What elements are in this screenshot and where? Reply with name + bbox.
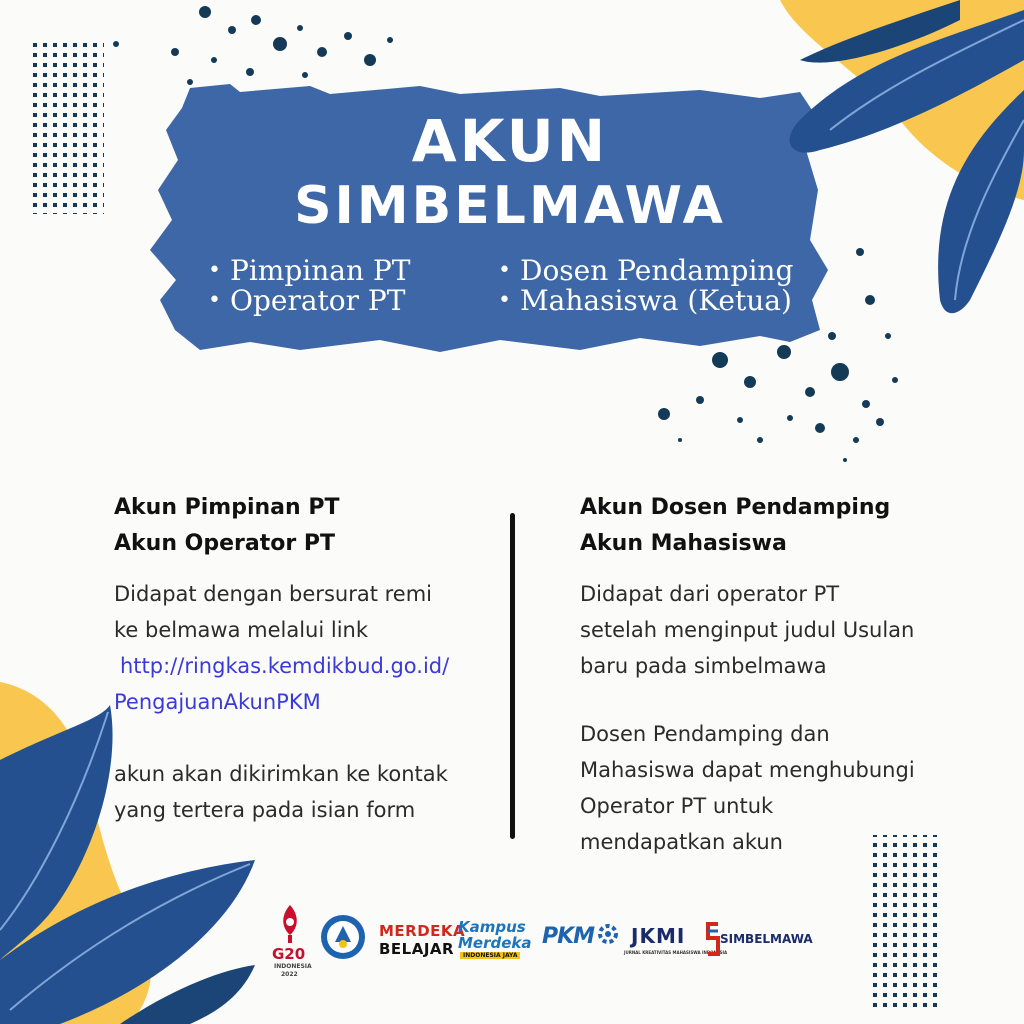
right-para1-line2: setelah menginput judul Usulan — [580, 618, 915, 642]
bullet-list-left — [208, 256, 410, 316]
simbelmawa-s-icon — [706, 922, 720, 956]
right-heading-line1: Akun Dosen Pendamping — [580, 495, 891, 520]
leaf-cluster-bottom-left — [0, 705, 255, 1024]
kampus-merdeka-line1: Kampus — [458, 918, 526, 936]
left-note-line1: akun akan dikirimkan ke kontak — [114, 762, 448, 786]
link-ringkas-line2[interactable]: PengajuanAkunPKM — [114, 690, 321, 714]
title-line-simbelmawa: SIMBELMAWA — [294, 176, 726, 236]
right-para2-line2: Mahasiswa dapat menghubungi — [580, 758, 915, 782]
dot-grid-bottom-right — [870, 835, 940, 1007]
jkmi-subtitle: JURNAL KREATIVITAS MAHASISWA INDONESIA — [624, 950, 728, 955]
right-para2-line4: mendapatkan akun — [580, 830, 783, 854]
left-heading-line1: Akun Pimpinan PT — [114, 495, 340, 520]
right-heading-line2: Akun Mahasiswa — [580, 531, 787, 556]
link-ringkas-line1[interactable]: http://ringkas.kemdikbud.go.id/ — [120, 654, 450, 678]
kampus-merdeka-line2: Merdeka — [458, 934, 532, 952]
merdeka-belajar-line2: BELAJAR — [379, 940, 455, 958]
merdeka-belajar-line1: MERDEKA — [379, 922, 466, 940]
bullet-list-right — [498, 256, 793, 316]
dot-grid-top-left — [32, 42, 104, 214]
left-heading-line2: Akun Operator PT — [114, 531, 335, 556]
left-note-line2: yang tertera pada isian form — [114, 798, 416, 822]
g20-emblem-icon — [279, 905, 301, 945]
bullet-item: • Dosen Pendamping — [498, 256, 793, 286]
g20-sub2: 2022 — [281, 971, 298, 978]
title-line-akun: AKUN — [411, 107, 609, 175]
simbelmawa-logo: SIMBELMAWA — [720, 932, 813, 946]
right-para1-line3: baru pada simbelmawa — [580, 654, 827, 678]
bullet-item: • Mahasiswa (Ketua) — [498, 286, 793, 316]
right-para2-line3: Operator PT untuk — [580, 794, 774, 818]
column-divider — [510, 513, 515, 839]
right-para1-line1: Didapat dari operator PT — [580, 582, 840, 606]
pkm-logo: PKM — [542, 924, 595, 949]
g20-text: G20 — [272, 945, 306, 963]
right-para2-line1: Dosen Pendamping dan — [580, 722, 830, 746]
bullet-item: • Pimpinan PT — [208, 256, 410, 286]
tut-wuri-handayani-icon — [320, 914, 366, 960]
jkmi-logo: JKMI — [631, 924, 686, 948]
gear-icon — [596, 922, 620, 946]
g20-sub1: INDONESIA — [274, 963, 312, 970]
bullet-item: • Operator PT — [208, 286, 410, 316]
kampus-merdeka-tag: INDONESIA JAYA — [460, 952, 520, 959]
left-body-line2: ke belmawa melalui link — [114, 618, 369, 642]
left-body-line1: Didapat dengan bersurat remi — [114, 582, 432, 606]
